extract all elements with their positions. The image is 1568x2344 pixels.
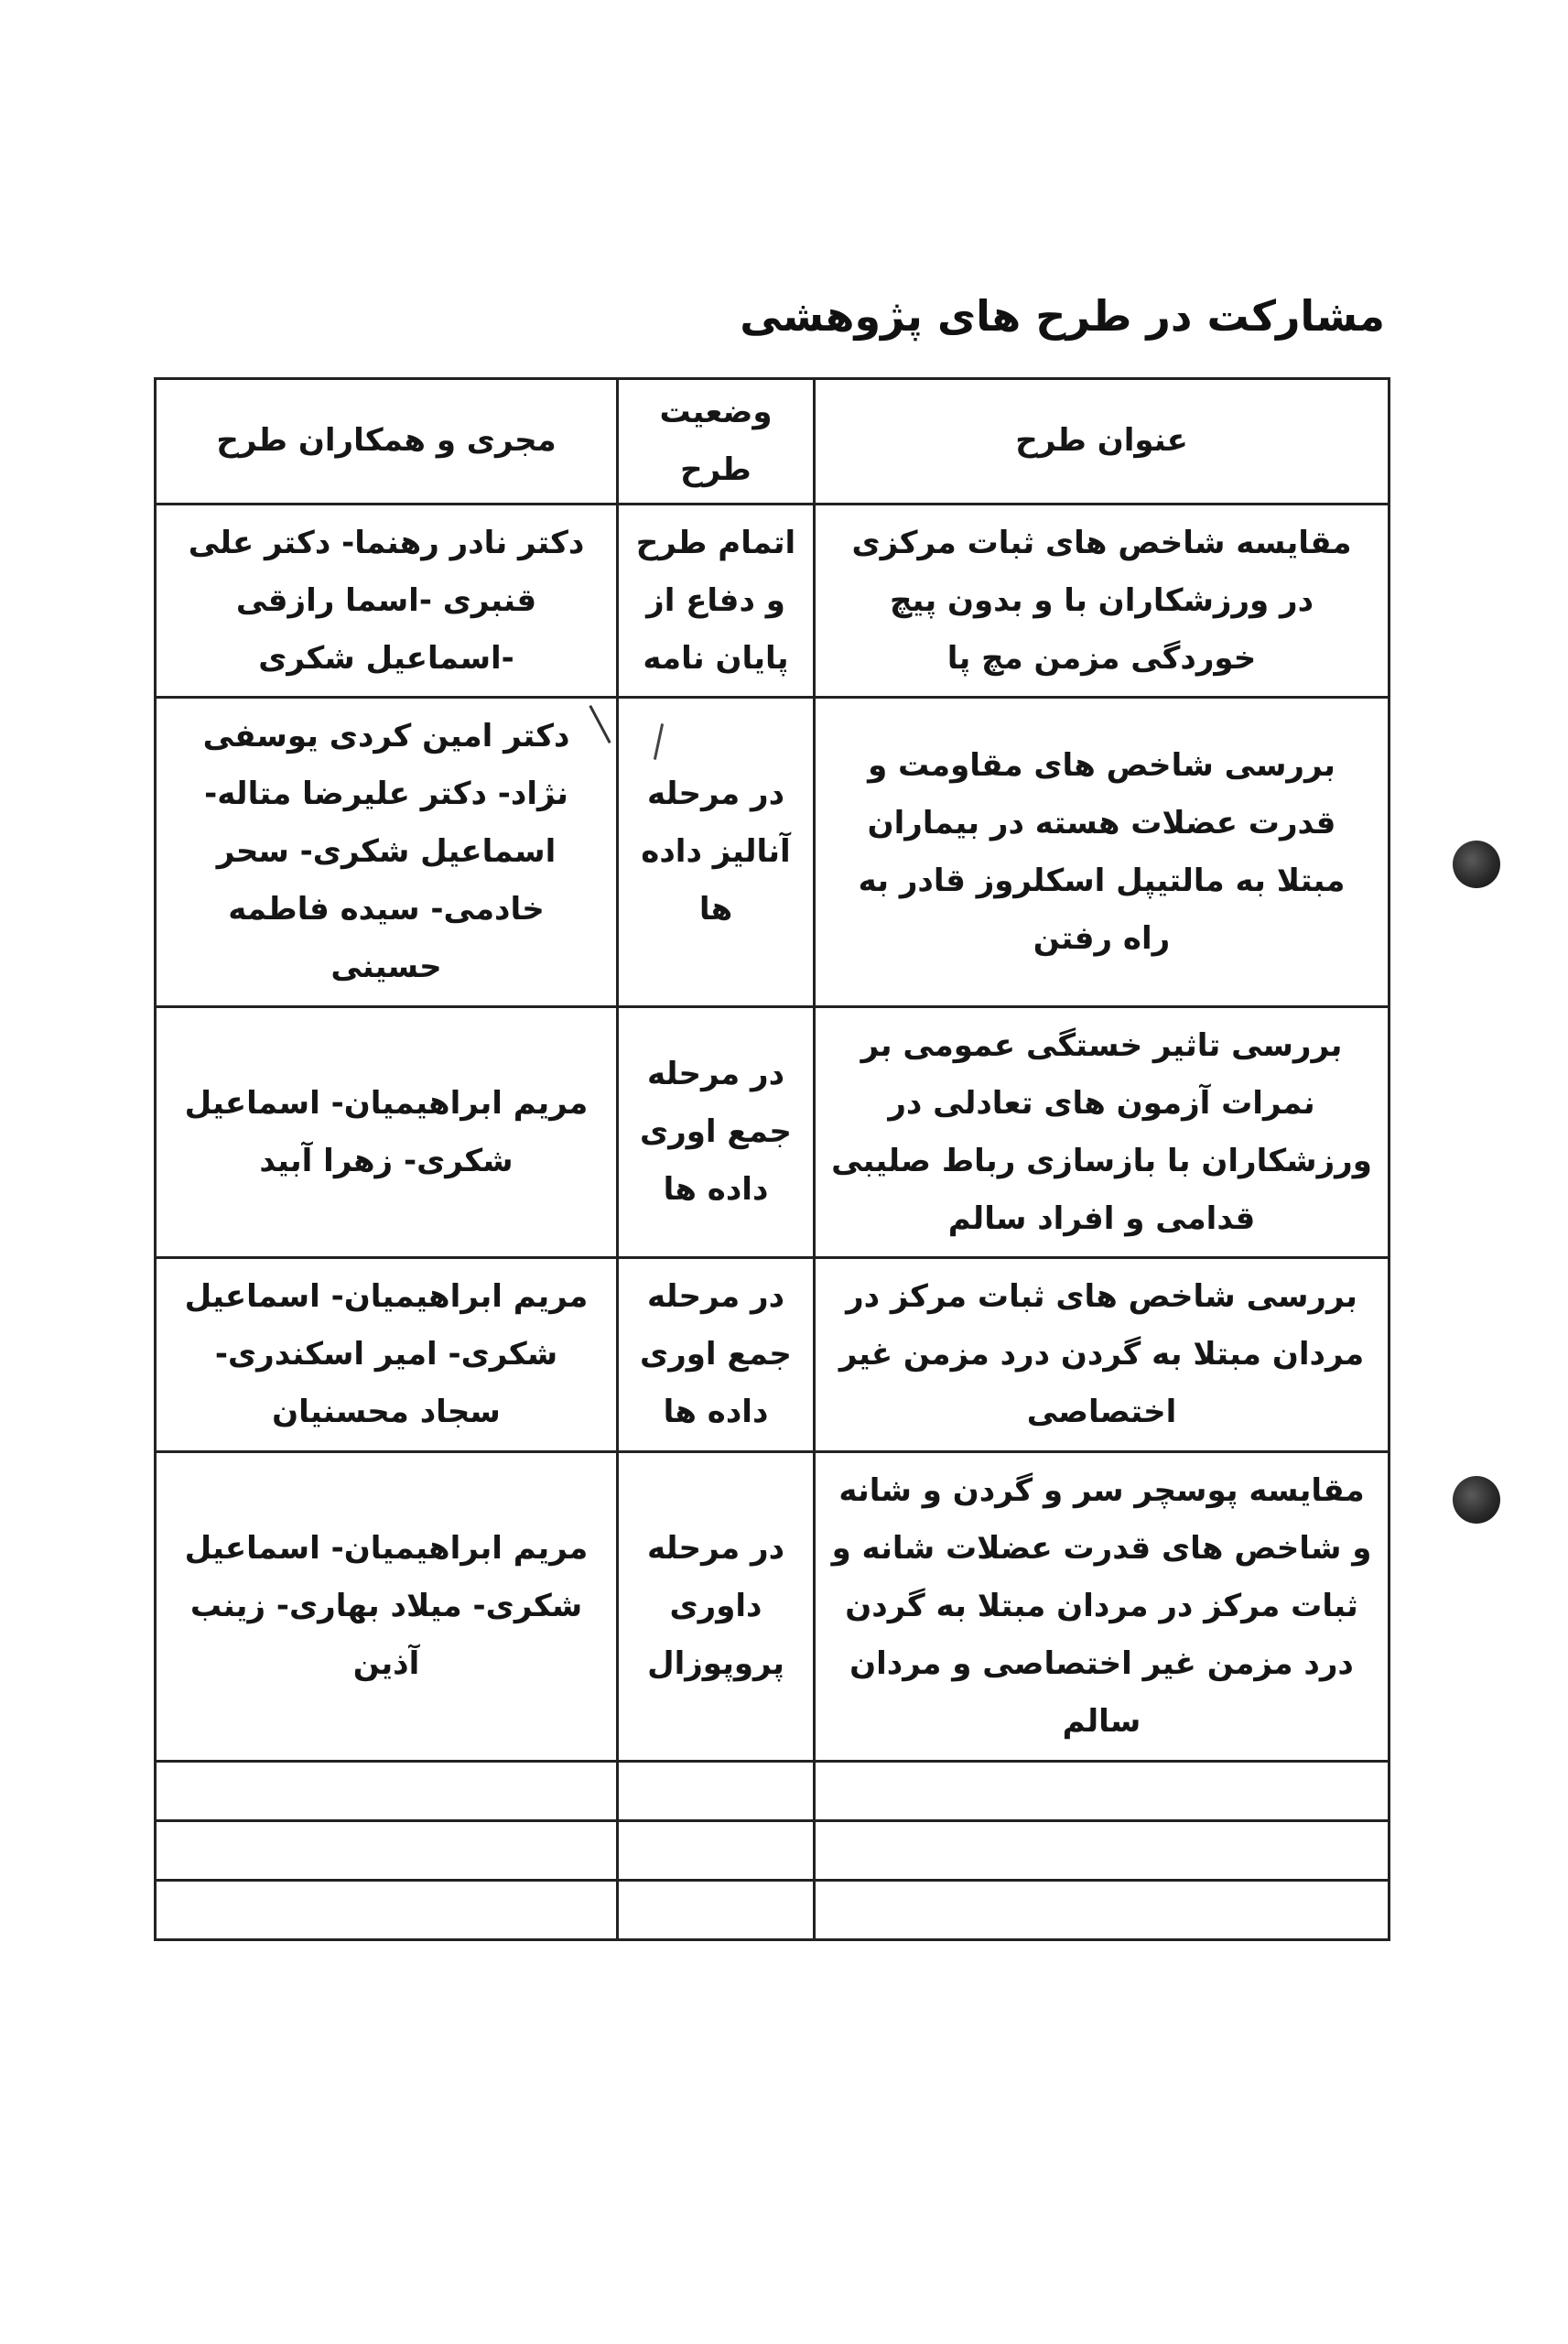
table-header-row — [156, 379, 1390, 505]
empty-cell — [618, 1820, 815, 1880]
punch-hole — [1453, 841, 1500, 888]
empty-table-row — [156, 1880, 1390, 1939]
empty-cell — [815, 1820, 1390, 1880]
research-projects-table — [154, 377, 1390, 1941]
page-title: مشارکت در طرح های پژوهشی — [740, 291, 1385, 341]
empty-cell — [618, 1880, 815, 1939]
project-people-cell: مریم ابراهیمیان- اسماعیل شکری- میلاد بهاری- زینب آذین — [156, 1452, 618, 1761]
punch-hole — [1453, 1476, 1500, 1524]
empty-cell — [156, 1820, 618, 1880]
project-title-cell: مقایسه پوسچر سر و گردن و شانه و شاخص های قدرت عضلات شانه و ثبات مرکز در مردان مبتلا به گردن درد مزمن غیر اختصاصی و مردان سالم — [815, 1452, 1390, 1761]
project-status-cell: در مرحله جمع اوری داده ها — [618, 1258, 815, 1452]
project-status-cell: اتمام طرح و دفاع از پایان نامه — [618, 504, 815, 698]
project-people-cell: دکتر امین کردی یوسفی نژاد- دکتر علیرضا متاله- اسماعیل شکری- سحر خادمی- سیده فاطمه حسینی — [156, 698, 618, 1006]
project-title-cell: بررسی تاثیر خستگی عمومی بر نمرات آزمون های تعادلی در ورزشکاران با بازسازی رباط صلیبی قدامی و افراد سالم — [815, 1006, 1390, 1258]
table-row — [156, 698, 1390, 1006]
table-row — [156, 1452, 1390, 1761]
header-project-people: مجری و همکاران طرح — [156, 379, 618, 505]
project-title-cell: مقایسه شاخص های ثبات مرکزی در ورزشکاران با و بدون پیچ خوردگی مزمن مچ پا — [815, 504, 1390, 698]
project-status-cell: در مرحله آنالیز داده ها — [618, 698, 815, 1006]
project-people-cell: مریم ابراهیمیان- اسماعیل شکری- زهرا آبید — [156, 1006, 618, 1258]
empty-table-row — [156, 1820, 1390, 1880]
empty-cell — [156, 1761, 618, 1820]
project-status-cell: در مرحله جمع اوری داده ها — [618, 1006, 815, 1258]
empty-cell — [815, 1761, 1390, 1820]
empty-cell — [156, 1880, 618, 1939]
project-title-cell: بررسی شاخص های مقاومت و قدرت عضلات هسته در بیماران مبتلا به مالتیپل اسکلروز قادر به راه رفتن — [815, 698, 1390, 1006]
empty-cell — [815, 1880, 1390, 1939]
empty-table-row — [156, 1761, 1390, 1820]
header-project-title: عنوان طرح — [815, 379, 1390, 505]
project-title-cell: بررسی شاخص های ثبات مرکز در مردان مبتلا به گردن درد مزمن غیر اختصاصی — [815, 1258, 1390, 1452]
empty-cell — [618, 1761, 815, 1820]
table-row — [156, 1258, 1390, 1452]
table-row — [156, 504, 1390, 698]
project-status-cell: در مرحله داوری پروپوزال — [618, 1452, 815, 1761]
project-people-cell: دکتر نادر رهنما- دکتر علی قنبری -اسما رازقی -اسماعیل شکری — [156, 504, 618, 698]
header-project-status: وضعیت طرح — [618, 379, 815, 505]
table-row — [156, 1006, 1390, 1258]
project-people-cell: مریم ابراهیمیان- اسماعیل شکری- امیر اسکندری- سجاد محسنیان — [156, 1258, 618, 1452]
